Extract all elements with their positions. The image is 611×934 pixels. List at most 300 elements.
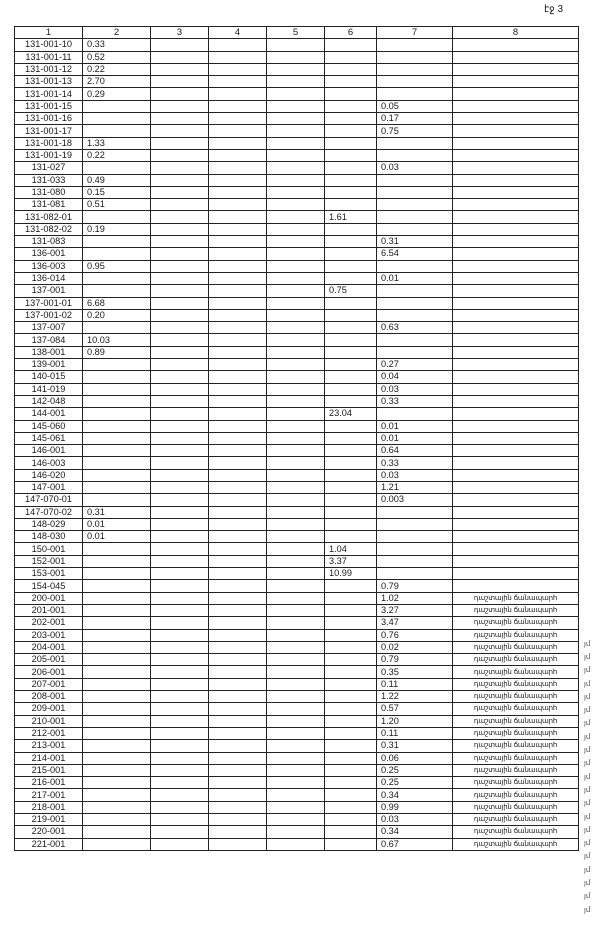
area-value-cell bbox=[325, 432, 377, 444]
land-type-cell bbox=[453, 494, 579, 506]
area-value-cell bbox=[325, 678, 377, 690]
area-value-cell bbox=[151, 309, 209, 321]
parcel-code-cell: 145-060 bbox=[15, 420, 83, 432]
area-value-cell: 0.20 bbox=[83, 309, 151, 321]
area-value-cell bbox=[83, 494, 151, 506]
column-header-5: 5 bbox=[267, 27, 325, 39]
parcel-code-cell: 207-001 bbox=[15, 678, 83, 690]
area-value-cell bbox=[83, 678, 151, 690]
area-value-cell: 0.22 bbox=[83, 149, 151, 161]
margin-spacer bbox=[584, 558, 606, 571]
area-value-cell bbox=[151, 88, 209, 100]
area-value-cell bbox=[267, 408, 325, 420]
table-row bbox=[15, 186, 579, 198]
area-value-cell bbox=[83, 568, 151, 580]
area-value-cell bbox=[325, 113, 377, 125]
area-value-cell bbox=[267, 727, 325, 739]
area-value-cell bbox=[267, 285, 325, 297]
area-value-cell bbox=[267, 592, 325, 604]
parcel-code-cell: 206-001 bbox=[15, 666, 83, 678]
table-row bbox=[15, 838, 579, 850]
area-value-cell bbox=[267, 137, 325, 149]
table-row bbox=[15, 764, 579, 776]
land-type-cell bbox=[453, 260, 579, 272]
parcel-code-cell: 131-033 bbox=[15, 174, 83, 186]
margin-mark: յմ bbox=[584, 772, 591, 781]
area-value-cell bbox=[151, 592, 209, 604]
area-value-cell bbox=[151, 555, 209, 567]
area-value-cell: 0.03 bbox=[377, 162, 453, 174]
table-row bbox=[15, 260, 579, 272]
land-type-cell bbox=[453, 174, 579, 186]
area-value-cell bbox=[83, 740, 151, 752]
area-value-cell: 0.34 bbox=[377, 826, 453, 838]
table-row bbox=[15, 789, 579, 801]
table-row bbox=[15, 125, 579, 137]
area-value-cell bbox=[209, 51, 267, 63]
area-value-cell bbox=[209, 137, 267, 149]
area-value-cell bbox=[377, 51, 453, 63]
area-value-cell: 0.01 bbox=[377, 420, 453, 432]
table-row bbox=[15, 740, 579, 752]
area-value-cell bbox=[151, 113, 209, 125]
area-value-cell bbox=[151, 211, 209, 223]
area-value-cell bbox=[209, 703, 267, 715]
area-value-cell bbox=[151, 174, 209, 186]
area-value-cell: 0.89 bbox=[83, 346, 151, 358]
table-row bbox=[15, 654, 579, 666]
area-value-cell bbox=[209, 260, 267, 272]
parcel-code-cell: 202-001 bbox=[15, 617, 83, 629]
area-value-cell bbox=[151, 137, 209, 149]
land-type-cell bbox=[453, 186, 579, 198]
area-value-cell bbox=[267, 371, 325, 383]
area-value-cell bbox=[83, 629, 151, 641]
parcel-code-cell: 148-030 bbox=[15, 531, 83, 543]
parcel-code-cell: 131-082-01 bbox=[15, 211, 83, 223]
parcel-code-cell: 131-001-16 bbox=[15, 113, 83, 125]
area-value-cell bbox=[151, 432, 209, 444]
area-value-cell bbox=[151, 457, 209, 469]
area-value-cell bbox=[151, 63, 209, 75]
area-value-cell bbox=[151, 494, 209, 506]
table-row bbox=[15, 678, 579, 690]
area-value-cell: 0.79 bbox=[377, 580, 453, 592]
area-value-cell bbox=[267, 186, 325, 198]
margin-spacer bbox=[584, 571, 606, 584]
area-value-cell bbox=[267, 703, 325, 715]
area-value-cell bbox=[151, 346, 209, 358]
column-header-8: 8 bbox=[453, 27, 579, 39]
area-value-cell bbox=[267, 654, 325, 666]
parcel-code-cell: 208-001 bbox=[15, 691, 83, 703]
area-value-cell bbox=[267, 617, 325, 629]
area-value-cell bbox=[325, 199, 377, 211]
area-value-cell bbox=[325, 715, 377, 727]
area-value-cell bbox=[325, 629, 377, 641]
area-value-cell bbox=[83, 814, 151, 826]
area-value-cell bbox=[209, 322, 267, 334]
area-value-cell bbox=[377, 408, 453, 420]
margin-spacer bbox=[584, 518, 606, 531]
table-row bbox=[15, 51, 579, 63]
land-type-cell bbox=[453, 199, 579, 211]
table-row bbox=[15, 420, 579, 432]
parcel-code-cell: 209-001 bbox=[15, 703, 83, 715]
land-type-cell: դաշտային ճանապարհ bbox=[453, 629, 579, 641]
area-value-cell: 0.34 bbox=[377, 789, 453, 801]
parcel-code-cell: 221-001 bbox=[15, 838, 83, 850]
area-value-cell bbox=[267, 359, 325, 371]
area-value-cell bbox=[267, 777, 325, 789]
area-value-cell bbox=[377, 76, 453, 88]
table-row bbox=[15, 174, 579, 186]
land-type-cell bbox=[453, 248, 579, 260]
table-row bbox=[15, 100, 579, 112]
land-type-cell bbox=[453, 395, 579, 407]
area-value-cell bbox=[83, 617, 151, 629]
area-value-cell: 0.33 bbox=[377, 457, 453, 469]
area-value-cell bbox=[325, 88, 377, 100]
area-value-cell bbox=[325, 76, 377, 88]
area-value-cell bbox=[83, 236, 151, 248]
margin-spacer bbox=[584, 545, 606, 558]
area-value-cell bbox=[209, 531, 267, 543]
area-value-cell bbox=[209, 592, 267, 604]
area-value-cell bbox=[267, 272, 325, 284]
parcel-code-cell: 131-001-10 bbox=[15, 39, 83, 51]
area-value-cell: 3.37 bbox=[325, 555, 377, 567]
area-value-cell bbox=[151, 322, 209, 334]
margin-mark: յմ bbox=[584, 812, 591, 821]
area-value-cell bbox=[83, 691, 151, 703]
area-value-cell bbox=[151, 297, 209, 309]
area-value-cell bbox=[151, 481, 209, 493]
area-value-cell: 2.70 bbox=[83, 76, 151, 88]
area-value-cell bbox=[377, 506, 453, 518]
area-value-cell bbox=[209, 445, 267, 457]
margin-spacer bbox=[584, 39, 606, 52]
area-value-cell bbox=[151, 801, 209, 813]
area-value-cell bbox=[325, 395, 377, 407]
area-value-cell bbox=[209, 113, 267, 125]
margin-spacer bbox=[584, 212, 606, 225]
area-value-cell bbox=[151, 445, 209, 457]
area-value-cell bbox=[151, 469, 209, 481]
table-row bbox=[15, 359, 579, 371]
area-value-cell bbox=[325, 506, 377, 518]
area-value-cell bbox=[209, 408, 267, 420]
area-value-cell bbox=[151, 678, 209, 690]
area-value-cell: 6.68 bbox=[83, 297, 151, 309]
table-row bbox=[15, 629, 579, 641]
area-value-cell: 0.99 bbox=[377, 801, 453, 813]
parcel-code-cell: 210-001 bbox=[15, 715, 83, 727]
land-type-cell: դաշտային ճանապարհ bbox=[453, 604, 579, 616]
area-value-cell bbox=[267, 100, 325, 112]
table-row bbox=[15, 568, 579, 580]
land-type-cell bbox=[453, 100, 579, 112]
area-value-cell bbox=[267, 346, 325, 358]
area-value-cell bbox=[151, 359, 209, 371]
area-value-cell bbox=[209, 801, 267, 813]
parcel-code-cell: 219-001 bbox=[15, 814, 83, 826]
table-row bbox=[15, 604, 579, 616]
land-type-cell bbox=[453, 88, 579, 100]
area-value-cell: 0.03 bbox=[377, 814, 453, 826]
table-row bbox=[15, 826, 579, 838]
table-row bbox=[15, 555, 579, 567]
parcel-code-cell: 137-001-02 bbox=[15, 309, 83, 321]
area-value-cell bbox=[377, 285, 453, 297]
area-value-cell bbox=[267, 678, 325, 690]
area-value-cell: 0.67 bbox=[377, 838, 453, 850]
area-value-cell bbox=[267, 395, 325, 407]
parcel-code-cell: 136-014 bbox=[15, 272, 83, 284]
table-row bbox=[15, 346, 579, 358]
land-type-cell bbox=[453, 481, 579, 493]
table-row bbox=[15, 727, 579, 739]
area-value-cell bbox=[325, 359, 377, 371]
area-value-cell bbox=[267, 691, 325, 703]
margin-spacer bbox=[584, 358, 606, 371]
margin-spacer bbox=[584, 332, 606, 345]
area-value-cell bbox=[151, 371, 209, 383]
area-value-cell bbox=[83, 469, 151, 481]
margin-spacer bbox=[584, 611, 606, 624]
area-value-cell bbox=[325, 272, 377, 284]
margin-mark: յմ bbox=[584, 892, 591, 901]
area-value-cell bbox=[209, 789, 267, 801]
land-type-cell: դաշտային ճանապարհ bbox=[453, 740, 579, 752]
margin-spacer bbox=[584, 79, 606, 92]
area-value-cell bbox=[151, 654, 209, 666]
area-value-cell: 0.11 bbox=[377, 678, 453, 690]
area-value-cell bbox=[267, 309, 325, 321]
table-row bbox=[15, 162, 579, 174]
area-value-cell bbox=[83, 113, 151, 125]
area-value-cell bbox=[325, 174, 377, 186]
land-type-cell: դաշտային ճանապարհ bbox=[453, 764, 579, 776]
area-value-cell bbox=[267, 149, 325, 161]
area-value-cell bbox=[267, 580, 325, 592]
margin-spacer bbox=[584, 92, 606, 105]
area-value-cell bbox=[209, 125, 267, 137]
area-value-cell bbox=[151, 727, 209, 739]
page-label: էջ 3 bbox=[544, 4, 564, 15]
table-row bbox=[15, 617, 579, 629]
area-value-cell bbox=[151, 703, 209, 715]
area-value-cell bbox=[267, 260, 325, 272]
area-value-cell bbox=[209, 555, 267, 567]
area-value-cell bbox=[209, 149, 267, 161]
area-value-cell bbox=[209, 359, 267, 371]
table-row bbox=[15, 592, 579, 604]
area-value-cell bbox=[267, 113, 325, 125]
area-value-cell bbox=[209, 76, 267, 88]
parcel-code-cell: 131-027 bbox=[15, 162, 83, 174]
area-value-cell bbox=[377, 137, 453, 149]
area-value-cell bbox=[209, 39, 267, 51]
parcel-code-cell: 137-001-01 bbox=[15, 297, 83, 309]
area-value-cell bbox=[325, 149, 377, 161]
area-value-cell bbox=[267, 445, 325, 457]
parcel-code-cell: 217-001 bbox=[15, 789, 83, 801]
table-row bbox=[15, 814, 579, 826]
area-value-cell bbox=[151, 740, 209, 752]
table-row bbox=[15, 395, 579, 407]
table-row bbox=[15, 469, 579, 481]
margin-spacer bbox=[584, 199, 606, 212]
table-row bbox=[15, 506, 579, 518]
area-value-cell bbox=[83, 100, 151, 112]
area-value-cell: 0.03 bbox=[377, 383, 453, 395]
margin-spacer bbox=[584, 132, 606, 145]
area-value-cell: 0.06 bbox=[377, 752, 453, 764]
margin-mark: յմ bbox=[584, 652, 591, 661]
area-value-cell bbox=[325, 457, 377, 469]
land-type-cell: դաշտային ճանապարհ bbox=[453, 727, 579, 739]
area-value-cell bbox=[267, 88, 325, 100]
area-value-cell bbox=[83, 408, 151, 420]
parcel-code-cell: 146-020 bbox=[15, 469, 83, 481]
margin-spacer bbox=[584, 239, 606, 252]
land-type-cell bbox=[453, 371, 579, 383]
area-value-cell bbox=[209, 727, 267, 739]
area-value-cell: 0.02 bbox=[377, 641, 453, 653]
margin-spacer bbox=[584, 505, 606, 518]
area-value-cell bbox=[83, 211, 151, 223]
area-value-cell bbox=[83, 580, 151, 592]
table-row bbox=[15, 752, 579, 764]
area-value-cell bbox=[377, 346, 453, 358]
margin-spacer bbox=[584, 292, 606, 305]
table-row bbox=[15, 494, 579, 506]
parcel-code-cell: 212-001 bbox=[15, 727, 83, 739]
table-row bbox=[15, 703, 579, 715]
land-type-cell: դաշտային ճանապարհ bbox=[453, 654, 579, 666]
land-type-cell bbox=[453, 125, 579, 137]
area-value-cell bbox=[325, 518, 377, 530]
area-value-cell bbox=[209, 248, 267, 260]
land-type-cell bbox=[453, 223, 579, 235]
area-value-cell bbox=[325, 100, 377, 112]
area-value-cell bbox=[83, 371, 151, 383]
area-value-cell bbox=[377, 63, 453, 75]
parcel-code-cell: 141-019 bbox=[15, 383, 83, 395]
area-value-cell bbox=[325, 654, 377, 666]
area-value-cell: 0.33 bbox=[377, 395, 453, 407]
margin-spacer bbox=[584, 412, 606, 425]
margin-spacer bbox=[584, 425, 606, 438]
area-value-cell bbox=[325, 420, 377, 432]
area-value-cell bbox=[151, 568, 209, 580]
area-value-cell: 3.47 bbox=[377, 617, 453, 629]
area-value-cell bbox=[83, 457, 151, 469]
table-row bbox=[15, 371, 579, 383]
land-type-cell bbox=[453, 334, 579, 346]
area-value-cell bbox=[325, 826, 377, 838]
margin-spacer bbox=[584, 159, 606, 172]
area-value-cell bbox=[325, 666, 377, 678]
area-value-cell: 0.75 bbox=[325, 285, 377, 297]
table-row bbox=[15, 641, 579, 653]
area-value-cell: 3.27 bbox=[377, 604, 453, 616]
parcel-code-cell: 148-029 bbox=[15, 518, 83, 530]
parcel-code-cell: 152-001 bbox=[15, 555, 83, 567]
area-value-cell bbox=[83, 592, 151, 604]
area-value-cell bbox=[325, 223, 377, 235]
area-value-cell bbox=[209, 666, 267, 678]
area-value-cell bbox=[209, 518, 267, 530]
area-value-cell bbox=[83, 715, 151, 727]
parcel-code-cell: 137-007 bbox=[15, 322, 83, 334]
land-type-cell bbox=[453, 568, 579, 580]
area-value-cell bbox=[209, 346, 267, 358]
table-row bbox=[15, 666, 579, 678]
column-header-3: 3 bbox=[151, 27, 209, 39]
area-value-cell: 0.31 bbox=[377, 236, 453, 248]
area-value-cell bbox=[83, 654, 151, 666]
land-type-cell bbox=[453, 149, 579, 161]
area-value-cell bbox=[325, 838, 377, 850]
area-value-cell bbox=[209, 334, 267, 346]
area-value-cell bbox=[267, 51, 325, 63]
area-value-cell bbox=[209, 285, 267, 297]
area-value-cell bbox=[209, 629, 267, 641]
area-value-cell: 0.22 bbox=[83, 63, 151, 75]
area-value-cell bbox=[83, 285, 151, 297]
area-value-cell bbox=[151, 666, 209, 678]
land-type-cell bbox=[453, 420, 579, 432]
area-value-cell bbox=[325, 777, 377, 789]
area-value-cell bbox=[325, 137, 377, 149]
area-value-cell bbox=[325, 445, 377, 457]
margin-spacer bbox=[584, 319, 606, 332]
area-value-cell: 1.20 bbox=[377, 715, 453, 727]
margin-spacer bbox=[584, 252, 606, 265]
area-value-cell bbox=[83, 777, 151, 789]
table-row bbox=[15, 149, 579, 161]
area-value-cell bbox=[267, 814, 325, 826]
parcel-code-cell: 136-001 bbox=[15, 248, 83, 260]
area-value-cell: 6.54 bbox=[377, 248, 453, 260]
margin-spacer bbox=[584, 186, 606, 199]
area-value-cell bbox=[267, 494, 325, 506]
land-type-cell bbox=[453, 408, 579, 420]
area-value-cell bbox=[325, 469, 377, 481]
area-value-cell bbox=[209, 814, 267, 826]
area-value-cell bbox=[83, 666, 151, 678]
area-value-cell bbox=[83, 395, 151, 407]
table-row bbox=[15, 199, 579, 211]
land-type-cell bbox=[453, 432, 579, 444]
parcel-code-cell: 131-001-13 bbox=[15, 76, 83, 88]
parcel-code-cell: 131-083 bbox=[15, 236, 83, 248]
area-value-cell bbox=[325, 63, 377, 75]
table-row bbox=[15, 297, 579, 309]
area-value-cell bbox=[267, 432, 325, 444]
area-value-cell bbox=[83, 481, 151, 493]
area-value-cell bbox=[151, 149, 209, 161]
area-value-cell bbox=[267, 531, 325, 543]
area-value-cell bbox=[83, 826, 151, 838]
land-type-cell bbox=[453, 543, 579, 555]
land-type-cell: դաշտային ճանապարհ bbox=[453, 641, 579, 653]
area-value-cell bbox=[325, 334, 377, 346]
area-value-cell bbox=[151, 814, 209, 826]
table-row bbox=[15, 322, 579, 334]
